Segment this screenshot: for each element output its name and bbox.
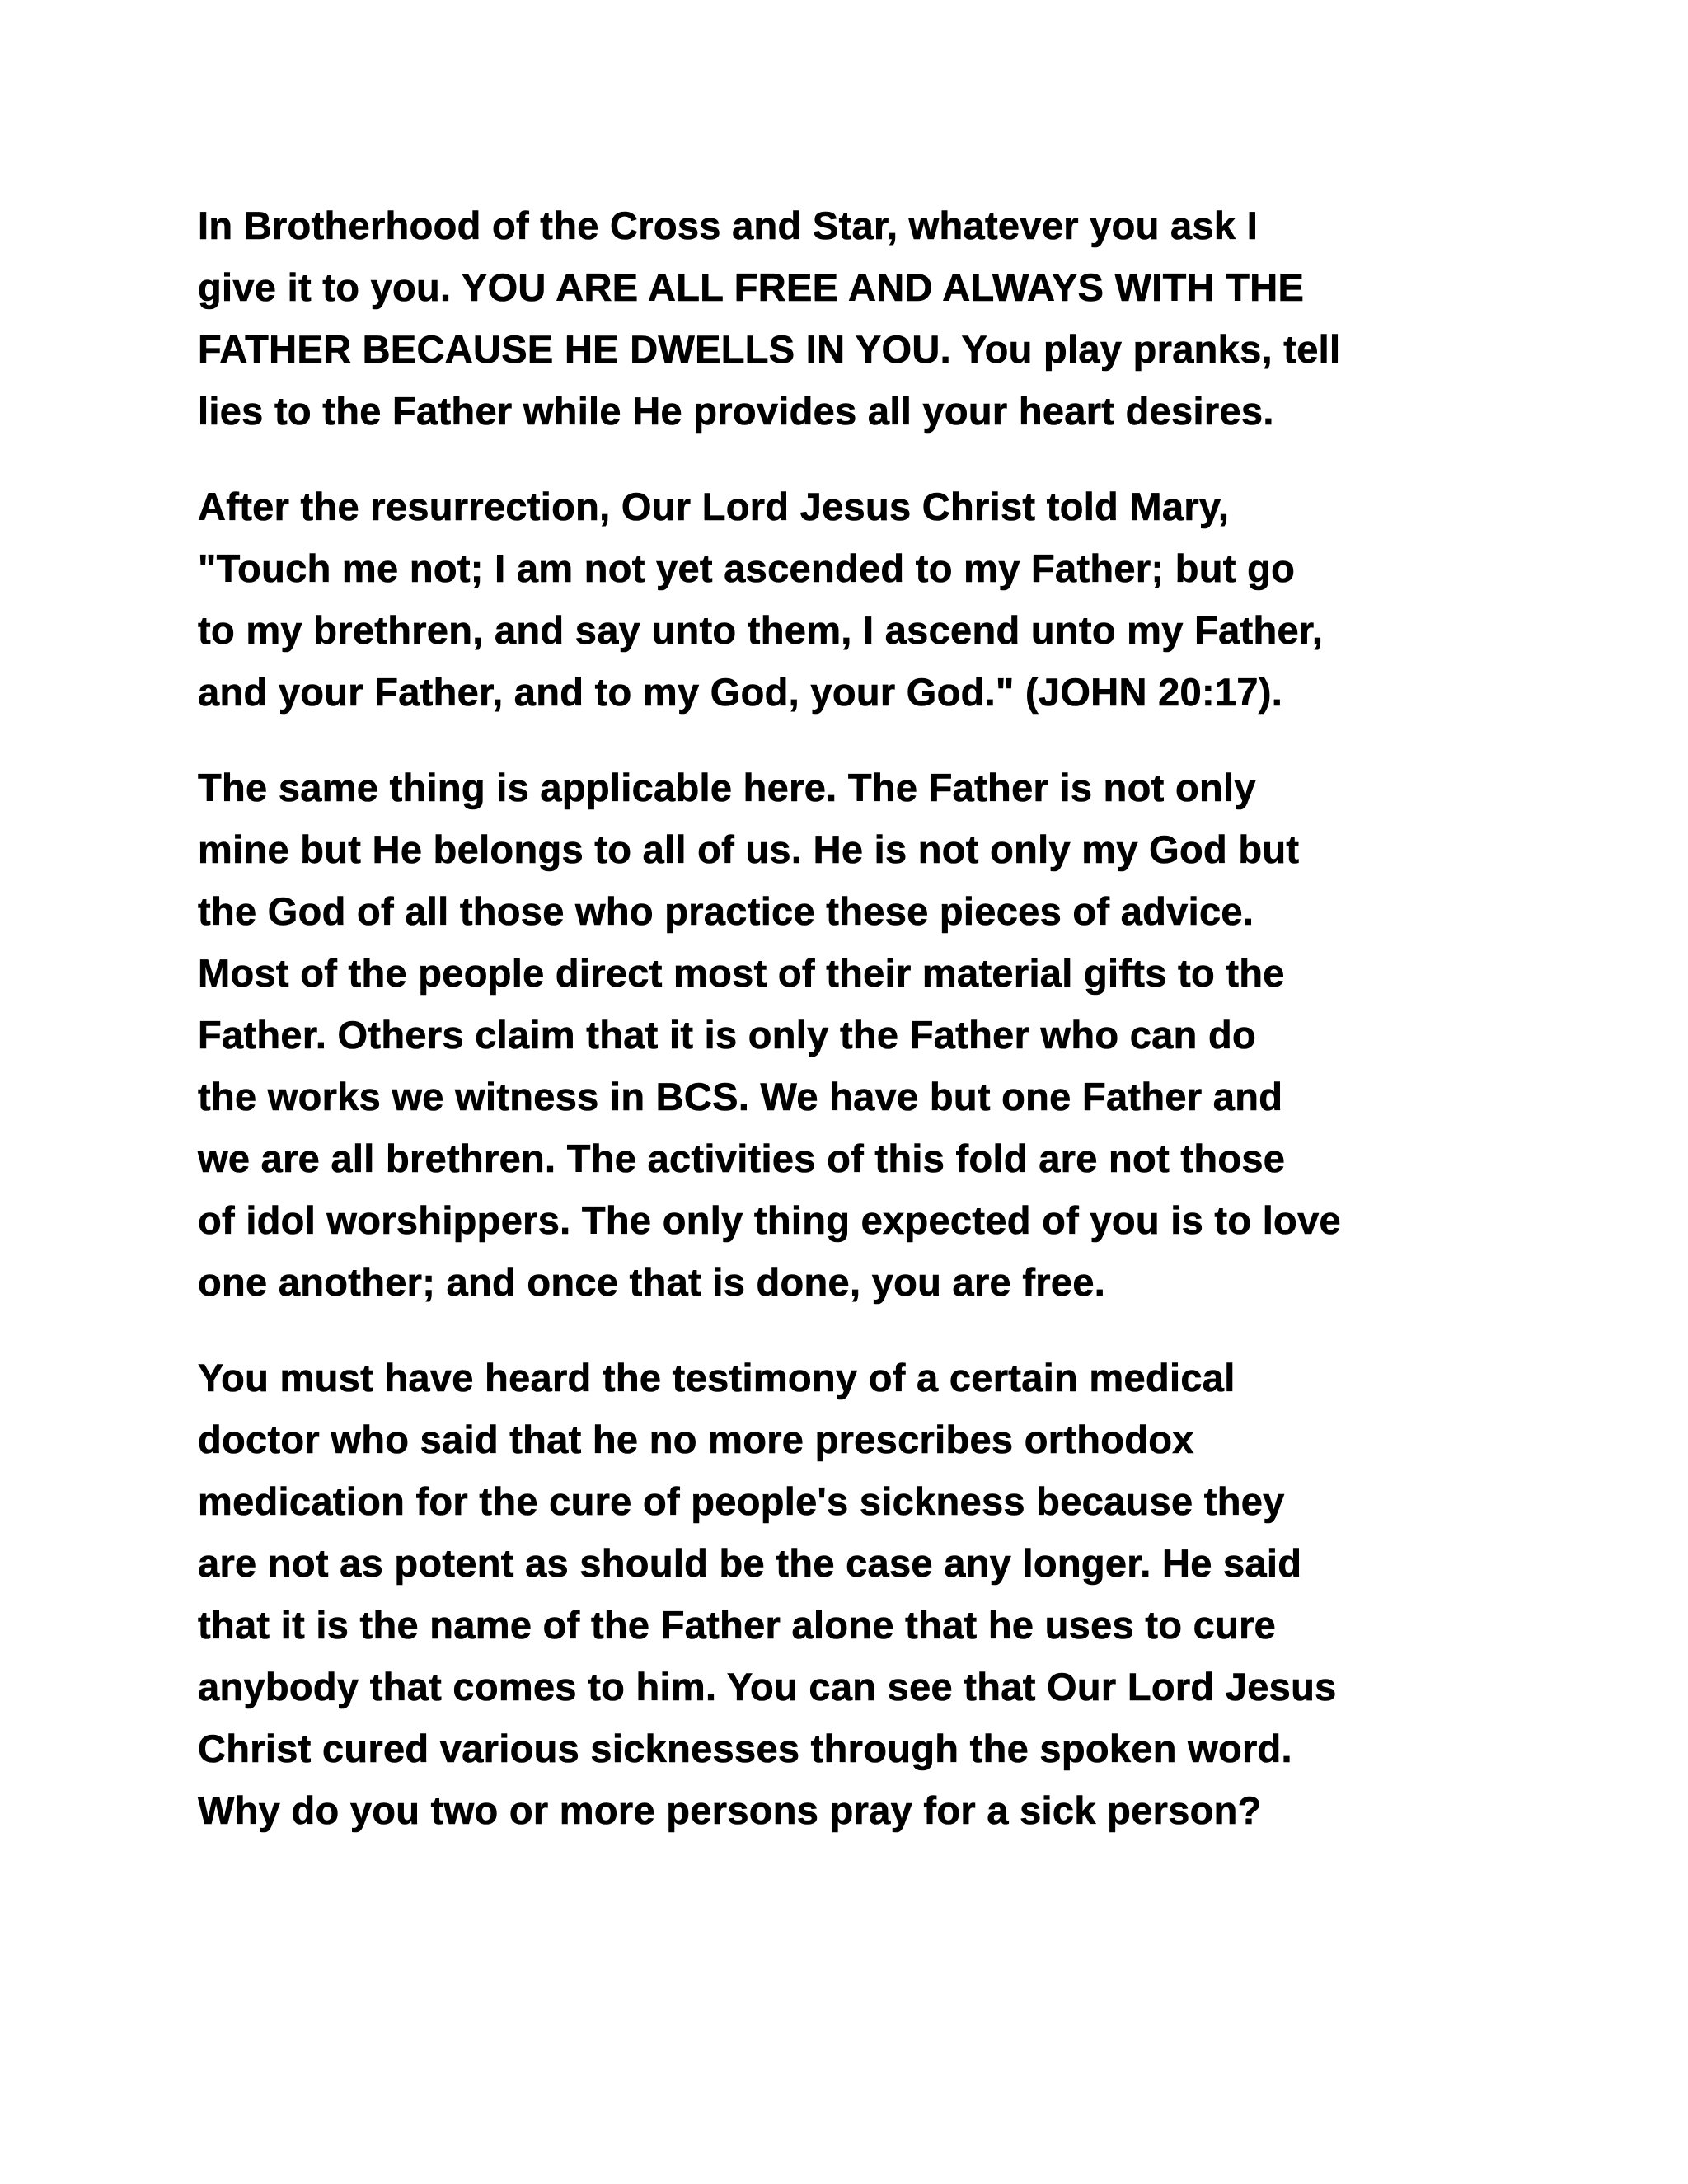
paragraph-line: FATHER BECAUSE HE DWELLS IN YOU. You play pranks, tell [198,327,1341,371]
paragraph-line: are not as potent as should be the case any longer. He said [198,1541,1302,1585]
paragraph-line: Father. Others claim that it is only the Father who can do [198,1013,1257,1057]
paragraph-line: lies to the Father while He provides all your heart desires. [198,389,1274,433]
paragraph-line: The same thing is applicable here. The Father is not only [198,766,1256,809]
paragraph-line: You must have heard the testimony of a certain medical [198,1356,1236,1399]
paragraph-line: Why do you two or more persons pray for a sick person? [198,1788,1262,1832]
paragraph-line: the God of all those who practice these pieces of advice. [198,889,1254,933]
paragraph-line: Most of the people direct most of their material gifts to the [198,951,1285,995]
paragraph-line: anybody that comes to him. You can see that Our Lord Jesus [198,1665,1337,1708]
paragraph-line: we are all brethren. The activities of this fold are not those [198,1137,1286,1180]
paragraph-line: In Brotherhood of the Cross and Star, whatever you ask I [198,204,1259,247]
paragraph-line: mine but He belongs to all of us. He is not only my God but [198,827,1300,871]
paragraph-line: the works we witness in BCS. We have but one Father and [198,1075,1283,1118]
paragraph-line: "Touch me not; I am not yet ascended to my Father; but go [198,546,1296,590]
paragraph-line: one another; and once that is done, you are free. [198,1260,1106,1304]
document-body [198,194,1508,1875]
paragraph-line: that it is the name of the Father alone that he uses to cure [198,1603,1277,1647]
paragraph-line: Christ cured various sicknesses through the spoken word. [198,1727,1292,1770]
paragraph-3 [198,757,1508,1313]
paragraph-line: and your Father, and to my God, your God." (JOHN 20:17). [198,670,1283,714]
paragraph-line: give it to you. YOU ARE ALL FREE AND ALWAYS WITH THE [198,265,1305,309]
paragraph-line: to my brethren, and say unto them, I ascend unto my Father, [198,608,1324,652]
paragraph-line: medication for the cure of people's sickness because they [198,1479,1285,1523]
paragraph-2 [198,476,1508,723]
paragraph-line: of idol worshippers. The only thing expected of you is to love [198,1198,1341,1242]
paragraph-4 [198,1347,1508,1841]
paragraph-line: doctor who said that he no more prescribes orthodox [198,1418,1194,1461]
paragraph-line: After the resurrection, Our Lord Jesus Christ told Mary, [198,485,1230,528]
paragraph-1 [198,194,1508,442]
